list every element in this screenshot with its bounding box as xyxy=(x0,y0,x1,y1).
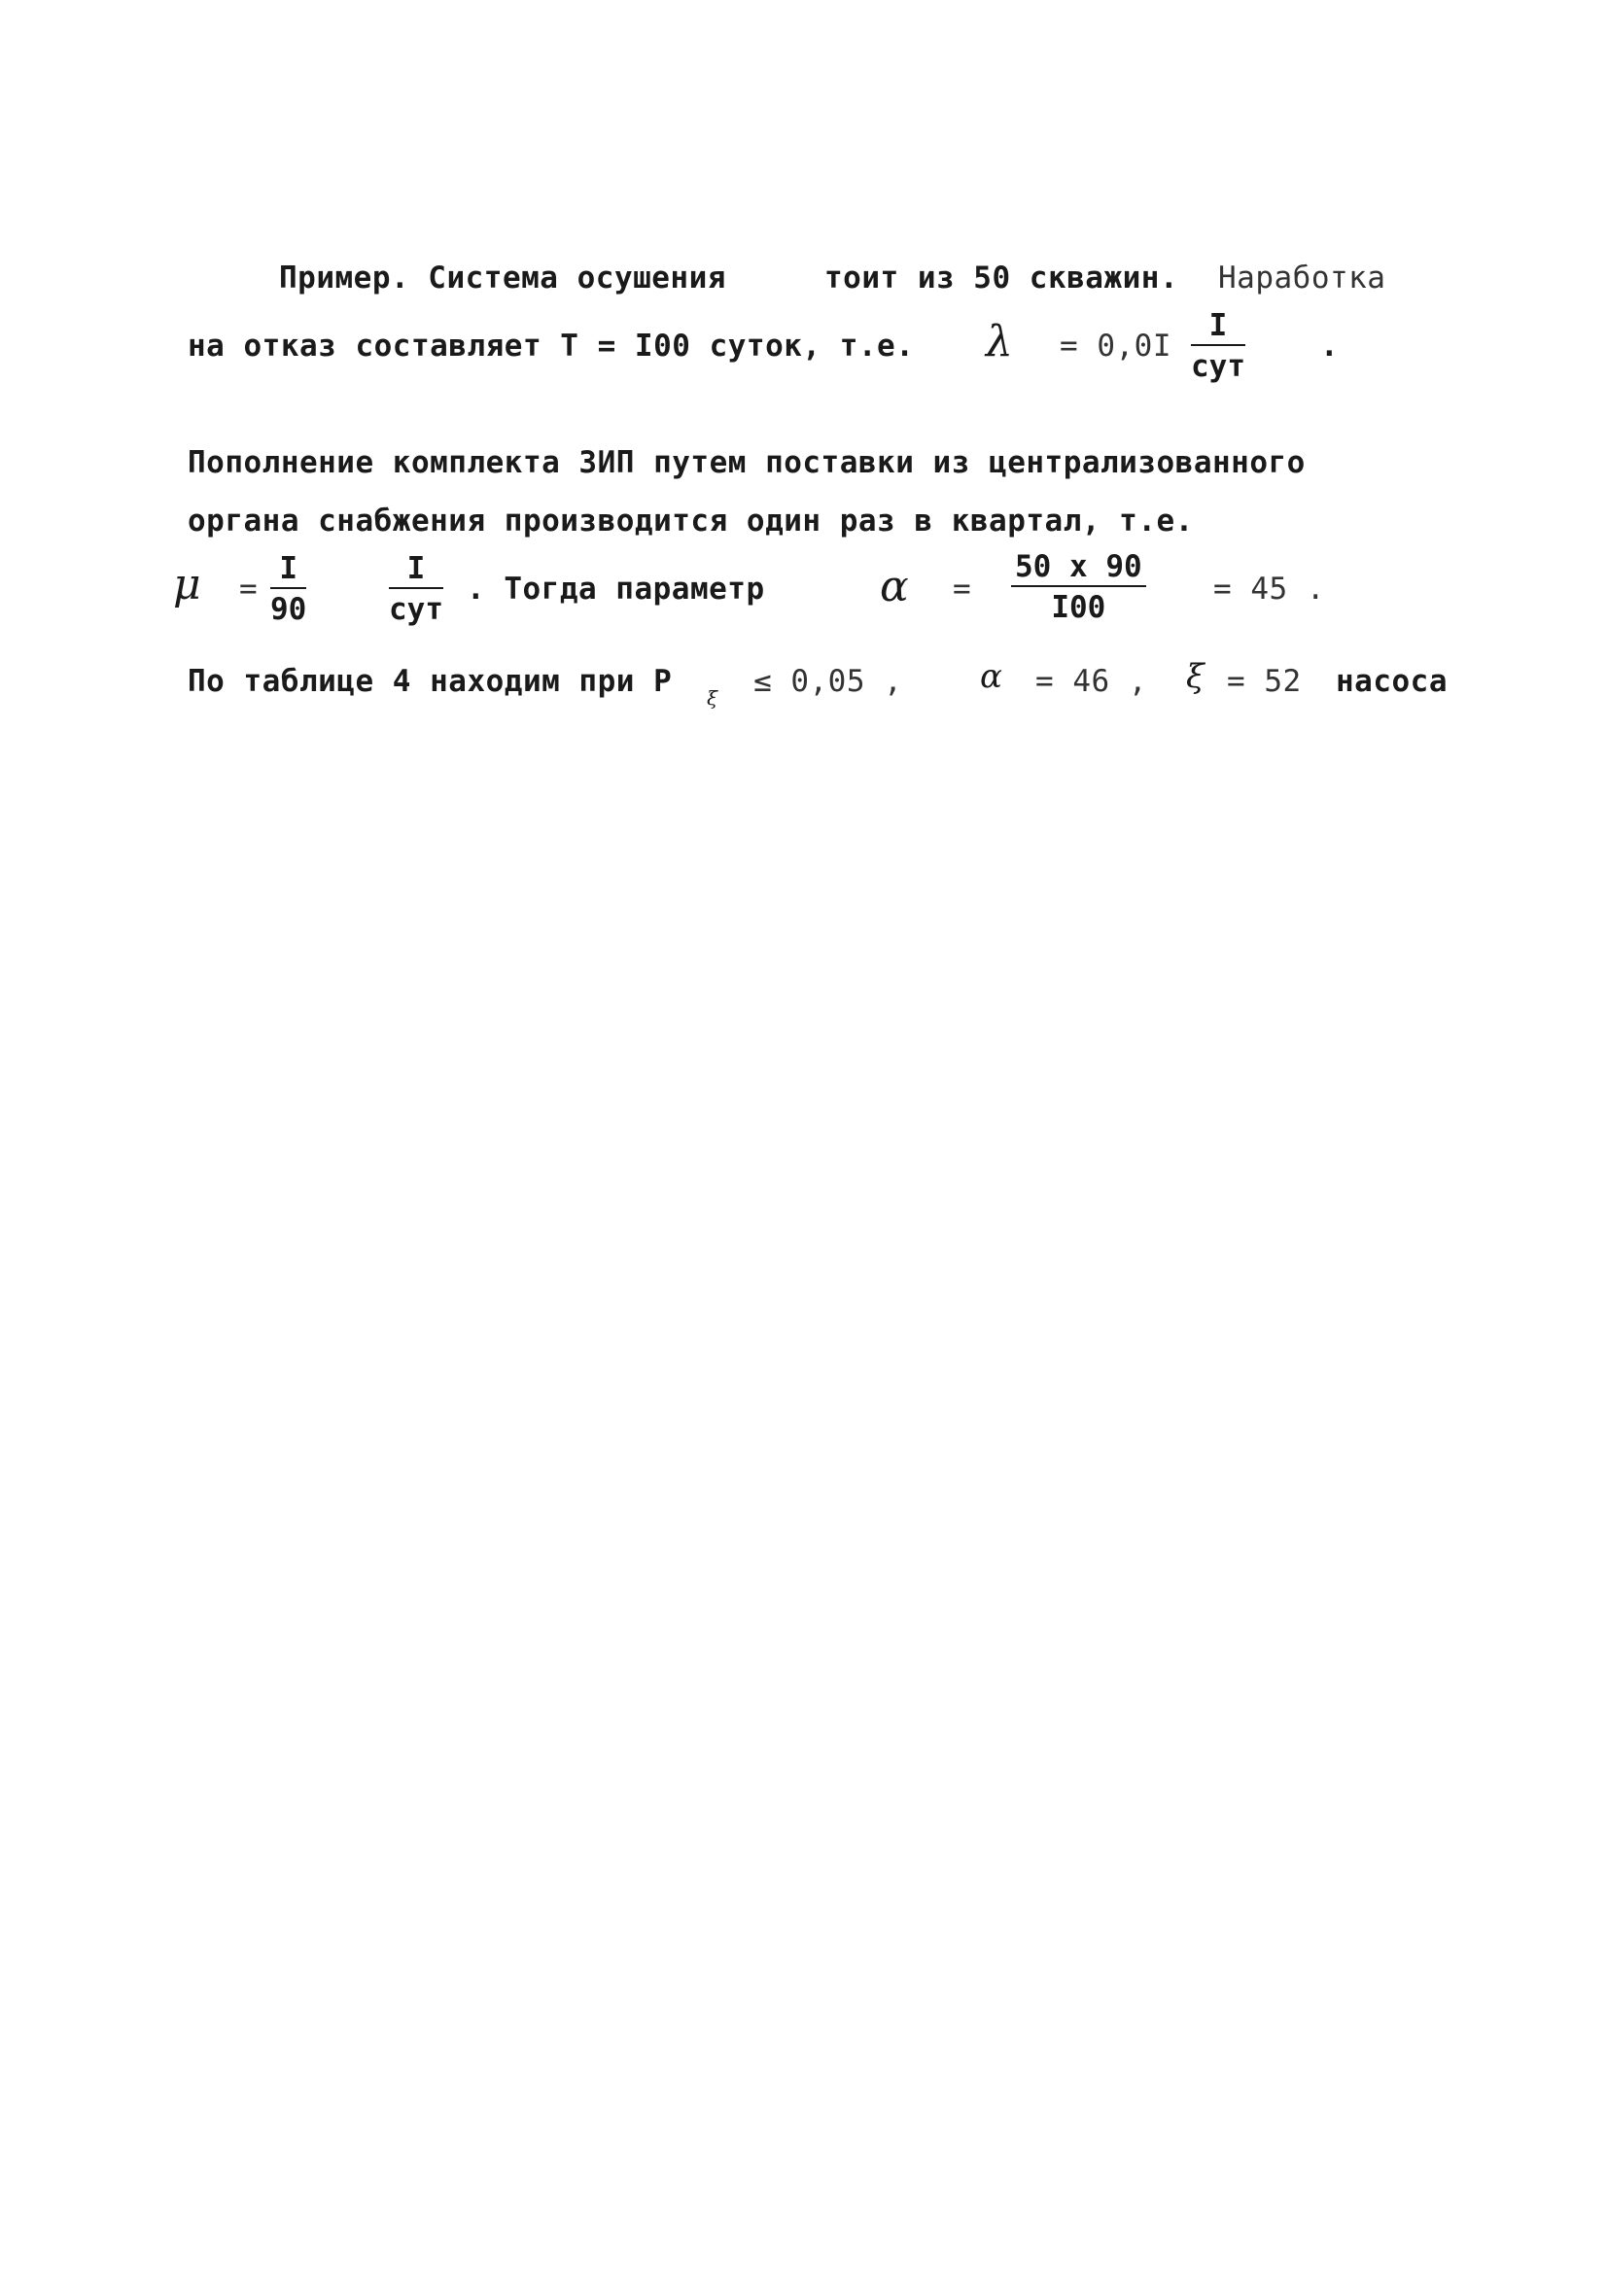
line2-frac-num: I xyxy=(1208,308,1228,343)
line5-mid: . Тогда параметр xyxy=(467,572,765,607)
line6-xi-eq: = 52 xyxy=(1227,664,1302,699)
line5-eq: = xyxy=(239,572,259,607)
line5-fraction-2 xyxy=(389,552,443,626)
line3-text: Пополнение комплекта ЗИП путем поставки из централизованного xyxy=(188,445,1306,480)
line2-end: . xyxy=(1320,329,1340,364)
line5-result: = 45 . xyxy=(1213,572,1325,607)
line1-lead: Пример. Система осушения xyxy=(279,261,726,296)
line5-frac3-den: I00 xyxy=(1051,590,1106,625)
line2-text: на отказ составляет T = I00 суток, т.е. xyxy=(188,329,915,364)
line5-fraction-3 xyxy=(1011,550,1146,624)
xi-symbol: ξ xyxy=(1186,657,1205,696)
line5-frac1-den: 90 xyxy=(270,592,307,627)
line5-fraction-1 xyxy=(270,552,306,626)
line6-text: По таблице 4 находим при P xyxy=(188,664,673,699)
line5-frac1-num: I xyxy=(279,551,297,586)
line6-end: насоса xyxy=(1336,664,1448,699)
line1-rest: тоит из 50 скважин. xyxy=(824,261,1179,296)
line6-le: ≤ 0,05 , xyxy=(753,664,903,699)
line2-frac-den: сут xyxy=(1191,349,1245,384)
line5-frac3-num: 50 x 90 xyxy=(1015,549,1142,584)
line5-frac2-num: I xyxy=(406,551,426,586)
alpha-symbol: α xyxy=(880,562,909,611)
line5-eq2: = xyxy=(953,572,972,607)
mu-symbol: μ xyxy=(173,560,201,609)
lambda-symbol: λ xyxy=(986,317,1013,366)
line6-alpha-eq: = 46 , xyxy=(1035,664,1147,699)
line1-tail: Наработка xyxy=(1218,261,1386,296)
line5-frac2-den: сут xyxy=(389,592,443,627)
alpha-symbol-2: α xyxy=(980,657,1002,696)
line6-subscript: ξ xyxy=(707,686,718,710)
line2-fraction xyxy=(1191,309,1245,383)
line4-text: органа снабжения производится один раз в квартал, т.е. xyxy=(188,504,1194,539)
line2-eq: = 0,0I xyxy=(1060,329,1171,364)
